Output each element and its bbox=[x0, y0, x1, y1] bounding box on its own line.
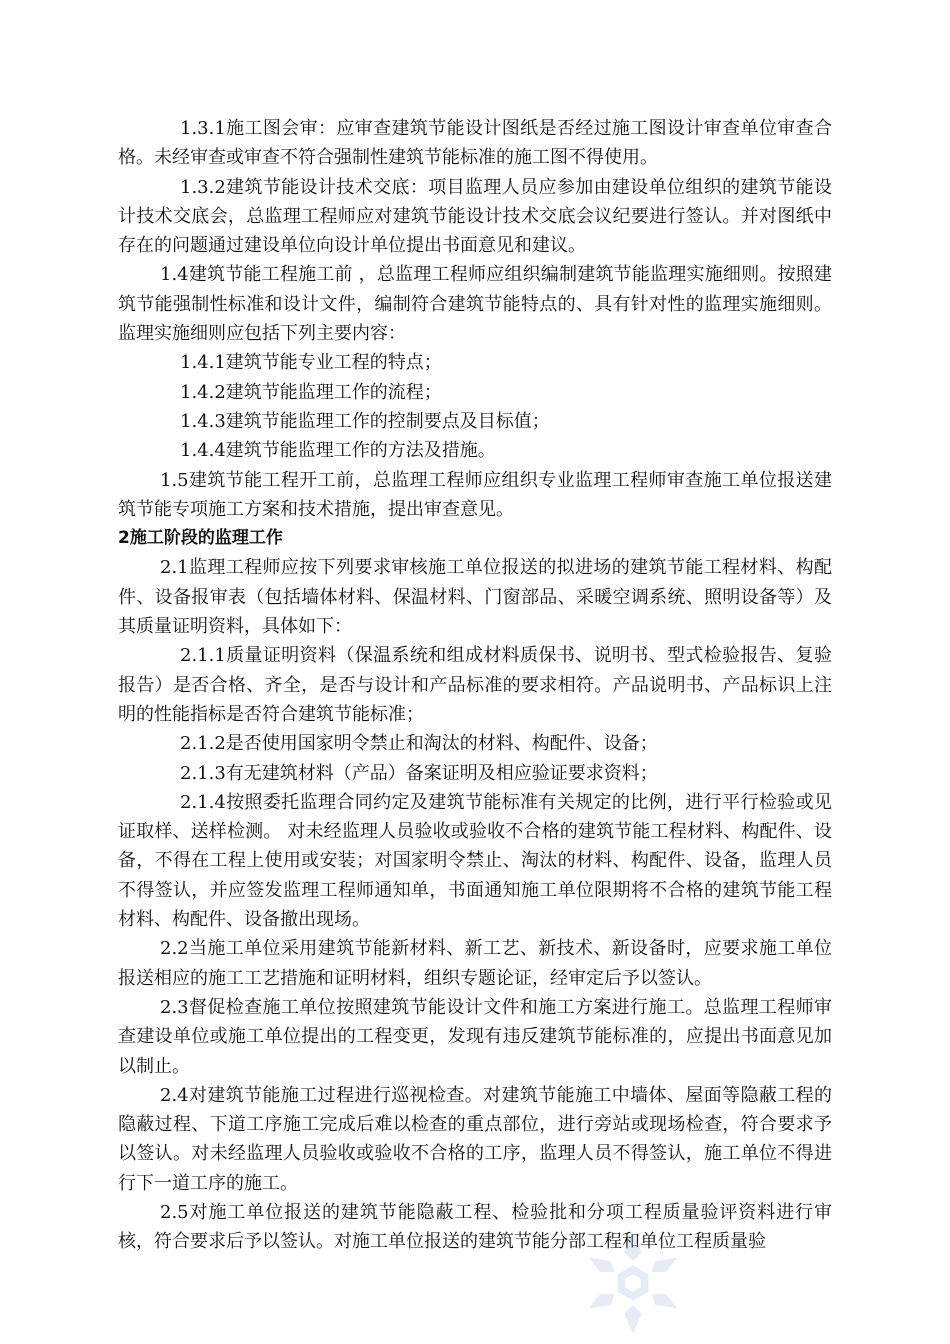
paragraph-1-4-4: 1.4.4建筑节能监理工作的方法及措施。 bbox=[180, 440, 496, 462]
snowflake-logo-icon bbox=[578, 1228, 688, 1338]
paragraph-2-4: 2.4对建筑节能施工过程进行巡视检查。对建筑节能施工中墙体、屋面等隐蔽工程的隐蔽过程、下道工序施工完成后难以检查的重点部位，进行旁站或现场检查，符合要求予以签认。对未经监理人员验收或验收不合格的工序，监理人员不得签认，施工单位不得进行下一道工序的施工。 bbox=[118, 1084, 832, 1194]
paragraph-1-3-2: 1.3.2建筑节能设计技术交底：项目监理人员应参加由建设单位组织的建筑节能设计技术交底会，总监理工程师应对建筑节能设计技术交底会议纪要进行签认。并对图纸中存在的问题通过建设单位向设计单位提出书面意见和建议。 bbox=[118, 176, 832, 257]
section-heading-2: 2施工阶段的监理工作 bbox=[118, 528, 283, 549]
paragraph-1-3-1: 1.3.1施工图会审：应审查建筑节能设计图纸是否经过施工图设计审查单位审查合格。未经审查或审查不符合强制性建筑节能标准的施工图不得使用。 bbox=[118, 118, 832, 169]
paragraph-2-1-1: 2.1.1质量证明资料（保温系统和组成材料质保书、说明书、型式检验报告、复验报告）是否合格、齐全，是否与设计和产品标准的要求相符。产品说明书、产品标识上注明的性能指标是否符合建筑节能标准； bbox=[118, 645, 832, 725]
paragraph-2-2: 2.2当施工单位采用建筑节能新材料、新工艺、新技术、新设备时，应要求施工单位报送相应的施工工艺措施和证明材料，组织专题论证，经审定后予以签认。 bbox=[118, 938, 832, 989]
paragraph-2-1-2: 2.1.2是否使用国家明令禁止和淘汰的材料、构配件、设备； bbox=[180, 733, 658, 755]
paragraph-1-5: 1.5建筑节能工程开工前，总监理工程师应组织专业监理工程师审查施工单位报送建筑节能专项施工方案和技术措施，提出审查意见。 bbox=[118, 469, 832, 520]
paragraph-2-5: 2.5对施工单位报送的建筑节能隐蔽工程、检验批和分项工程质量验评资料进行审核，符合要求后予以签认。对施工单位报送的建筑节能分部工程和单位工程质量验 bbox=[118, 1201, 832, 1253]
paragraph-1-4-1: 1.4.1建筑节能专业工程的特点； bbox=[180, 352, 442, 374]
paragraph-2-1-4: 2.1.4按照委托监理合同约定及建筑节能标准有关规定的比例，进行平行检验或见证取样、送样检测。 对未经监理人员验收或验收不合格的建筑节能工程材料、构配件、设备，不得在工程上使用或安装；对国家明令禁止、淘汰的材料、构配件、设备，监理人员不得签认，并应签发监理工程师通知单，书面通知施工单位限期将不合格的建筑节能工程材料、构配件、设备撤出现场。 bbox=[118, 791, 832, 931]
paragraph-1-4-2: 1.4.2建筑节能监理工作的流程； bbox=[180, 381, 442, 403]
paragraph-2-1: 2.1监理工程师应按下列要求审核施工单位报送的拟进场的建筑节能工程材料、构配件、设备报审表（包括墙体材料、保温材料、门窗部品、采暖空调系统、照明设备等）及其质量证明资料，具体如下： bbox=[118, 557, 832, 638]
paragraph-2-1-3: 2.1.3有无建筑材料（产品）备案证明及相应验证要求资料； bbox=[180, 762, 658, 784]
document-body bbox=[118, 114, 832, 1257]
paragraph-1-4-3: 1.4.3建筑节能监理工作的控制要点及目标值； bbox=[180, 410, 550, 432]
paragraph-2-3: 2.3督促检查施工单位按照建筑节能设计文件和施工方案进行施工。总监理工程师审查建设单位或施工单位提出的工程变更，发现有违反建筑节能标准的，应提出书面意见加以制止。 bbox=[118, 996, 832, 1077]
paragraph-1-4: 1.4建筑节能工程施工前 ，总监理工程师应组织编制建筑节能监理实施细则。按照建筑节能强制性标准和设计文件，编制符合建筑节能特点的、具有针对性的监理实施细则。监理实施细则应包括下列主要内容： bbox=[118, 264, 832, 345]
